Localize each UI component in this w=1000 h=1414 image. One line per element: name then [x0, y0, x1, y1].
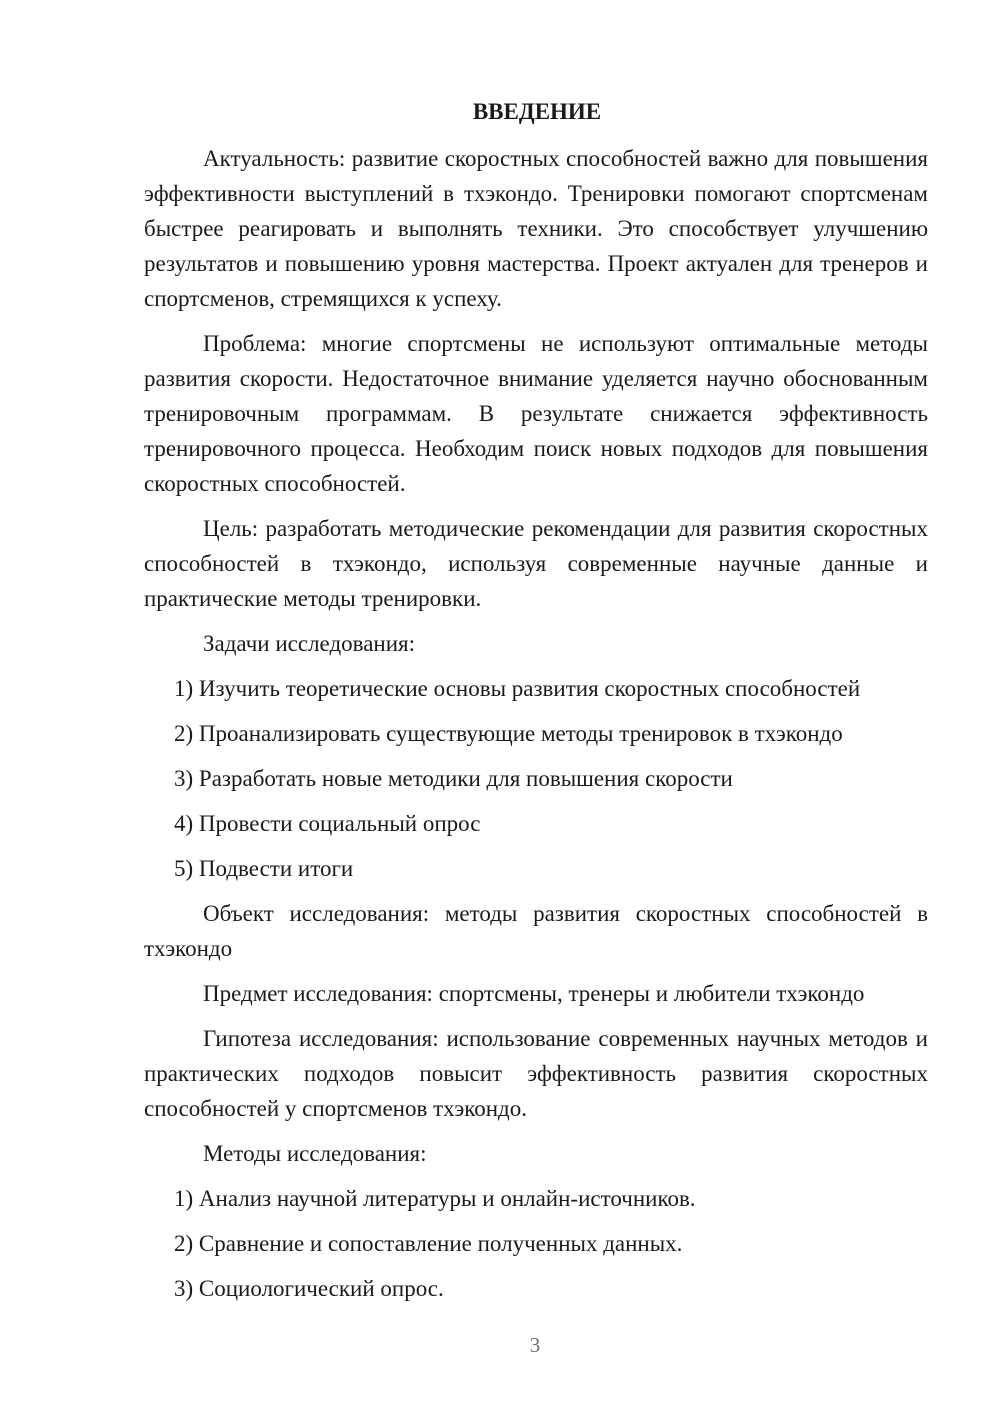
- tasks-heading: Задачи исследования:: [203, 631, 416, 656]
- list-item: 1) Анализ научной литературы и онлайн-источников.: [174, 1186, 696, 1211]
- hypothesis-paragraph: Гипотеза исследования: использование современных научных методов и практических подходов повысит эффективность развития скоростных способностей у спортсменов тхэкондо.: [144, 1026, 928, 1121]
- methods-heading: Методы исследования:: [203, 1141, 427, 1166]
- problem-paragraph: Проблема: многие спортсмены не используют оптимальные методы развития скорости. Недостаточное внимание уделяется научно обоснованным тренировочным программам. В результате снижается эффективность тренировочного процесса. Необходим поиск новых подходов для повышения скоростных способностей.: [144, 331, 928, 496]
- list-item: 4) Провести социальный опрос: [174, 811, 481, 836]
- document-body: [144, 94, 928, 1316]
- methods-list: [144, 1181, 928, 1306]
- tasks-list: [144, 671, 928, 886]
- list-item: 5) Подвести итоги: [174, 856, 354, 881]
- relevance-paragraph: Актуальность: развитие скоростных способностей важно для повышения эффективности выступлений в тхэкондо. Тренировки помогают спортсменам быстрее реагировать и выполнять техники. Это способствует улучшению результатов и повышению уровня мастерства. Проект актуален для тренеров и спортсменов, стремящихся к успеху.: [144, 146, 928, 311]
- object-paragraph: Объект исследования: методы развития скоростных способностей в тхэкондо: [144, 901, 928, 961]
- page-title: ВВЕДЕНИЕ: [472, 99, 602, 124]
- goal-paragraph: Цель: разработать методические рекомендации для развития скоростных способностей в тхэкондо, используя современные научные данные и практические методы тренировки.: [144, 516, 928, 611]
- list-item: 2) Проанализировать существующие методы тренировок в тхэкондо: [174, 721, 843, 746]
- subject-paragraph: Предмет исследования: спортсмены, тренеры и любители тхэкондо: [203, 981, 865, 1006]
- list-item: 3) Социологический опрос.: [174, 1276, 444, 1301]
- list-item: 2) Сравнение и сопоставление полученных данных.: [174, 1231, 683, 1256]
- page-number: 3: [529, 1333, 541, 1357]
- list-item: 3) Разработать новые методики для повышения скорости: [174, 766, 733, 791]
- list-item: 1) Изучить теоретические основы развития скоростных способностей: [174, 676, 861, 701]
